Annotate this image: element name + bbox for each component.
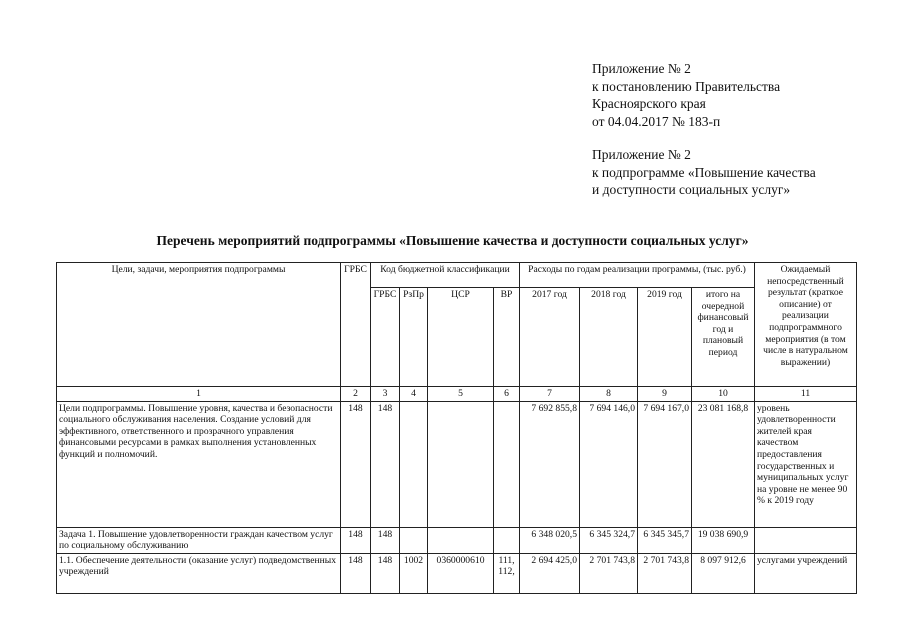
row-csr <box>428 401 494 527</box>
government-resolution-appendix-block <box>592 60 780 130</box>
row-vr: 111, 112, <box>494 553 520 593</box>
header-row <box>57 263 857 288</box>
column-number: 3 <box>371 387 400 402</box>
row-amount-2019: 2 701 743,8 <box>638 553 692 593</box>
row-grbs-code: 148 <box>371 527 400 553</box>
row-amount-total: 19 038 690,9 <box>692 527 755 553</box>
subheader-total: итого на очередной финансовый год и плановый период <box>692 288 755 387</box>
row-rzpr <box>400 401 428 527</box>
column-number: 5 <box>428 387 494 402</box>
column-number-row <box>57 387 857 402</box>
row-amount-2018: 6 345 324,7 <box>580 527 638 553</box>
column-number: 7 <box>520 387 580 402</box>
row-name: Цели подпрограммы. Повышение уровня, качества и безопасности социального обслуживания населения. Создание условий для эффективного, ответственного и прозрачного управления финансовыми ресурсами в рамках выполнения установленных функций и полномочий. <box>57 401 341 527</box>
row-grbs: 148 <box>341 527 371 553</box>
subprogram-appendix-block <box>592 146 816 199</box>
row-amount-2019: 6 345 345,7 <box>638 527 692 553</box>
appendix-line: к подпрограмме «Повышение качества <box>592 164 816 180</box>
column-number: 2 <box>341 387 371 402</box>
appendix-line: Приложение № 2 <box>592 147 691 162</box>
column-number: 6 <box>494 387 520 402</box>
row-amount-2017: 7 692 855,8 <box>520 401 580 527</box>
row-rzpr <box>400 527 428 553</box>
column-number: 10 <box>692 387 755 402</box>
document-title: Перечень мероприятий подпрограммы «Повышение качества и доступности социальных услуг» <box>156 233 749 248</box>
header-expected-result: Ожидаемый непосредственный результат (краткое описание) от реализации подпрограммного мероприятия (в том числе в натуральном выражении) <box>755 263 857 387</box>
row-amount-2019: 7 694 167,0 <box>638 401 692 527</box>
row-expected-result: услугами учреждений <box>755 553 857 593</box>
appendix-line: и доступности социальных услуг» <box>592 182 791 197</box>
row-csr <box>428 527 494 553</box>
subheader-year-2018: 2018 год <box>580 288 638 387</box>
column-number: 11 <box>755 387 857 402</box>
appendix-line: Приложение № 2 <box>592 61 691 76</box>
subheader-year-2019: 2019 год <box>638 288 692 387</box>
row-grbs-code: 148 <box>371 553 400 593</box>
subheader-csr: ЦСР <box>428 288 494 387</box>
row-amount-2017: 2 694 425,0 <box>520 553 580 593</box>
appendix-line: Красноярского края <box>592 96 706 111</box>
header-budget-code: Код бюджетной классификации <box>371 263 520 288</box>
subheader-rzpr: РзПр <box>400 288 428 387</box>
row-csr: 0360000610 <box>428 553 494 593</box>
row-amount-total: 23 081 168,8 <box>692 401 755 527</box>
measures-table <box>56 262 857 594</box>
appendix-line: от 04.04.2017 № 183-п <box>592 113 721 129</box>
row-amount-2018: 2 701 743,8 <box>580 553 638 593</box>
row-amount-total: 8 097 912,6 <box>692 553 755 593</box>
row-name: Задача 1. Повышение удовлетворенности граждан качеством услуг по социальному обслуживанию <box>57 527 341 553</box>
row-amount-2018: 7 694 146,0 <box>580 401 638 527</box>
header-expenses: Расходы по годам реализации программы, (тыс. руб.) <box>520 263 755 288</box>
row-amount-2017: 6 348 020,5 <box>520 527 580 553</box>
table-row <box>57 401 857 527</box>
row-grbs-code: 148 <box>371 401 400 527</box>
header-grbs: ГРБС <box>341 263 371 387</box>
row-vr <box>494 527 520 553</box>
row-rzpr: 1002 <box>400 553 428 593</box>
header-goals: Цели, задачи, мероприятия подпрограммы <box>57 263 341 387</box>
row-expected-result: уровень удовлетворенности жителей края качеством предоставления государственных и муниципальных услуг на уровне не менее 90 % к 2019 году <box>755 401 857 527</box>
subheader-vr: ВР <box>494 288 520 387</box>
column-number: 8 <box>580 387 638 402</box>
table-row <box>57 553 857 593</box>
row-grbs: 148 <box>341 401 371 527</box>
table-row <box>57 527 857 553</box>
column-number: 1 <box>57 387 341 402</box>
row-vr <box>494 401 520 527</box>
appendix-line: к постановлению Правительства <box>592 78 781 94</box>
row-grbs: 148 <box>341 553 371 593</box>
row-expected-result <box>755 527 857 553</box>
subheader-grbs: ГРБС <box>371 288 400 387</box>
column-number: 4 <box>400 387 428 402</box>
column-number: 9 <box>638 387 692 402</box>
row-name: 1.1. Обеспечение деятельности (оказание услуг) подведомственных учреждений <box>57 553 341 593</box>
subheader-year-2017: 2017 год <box>520 288 580 387</box>
